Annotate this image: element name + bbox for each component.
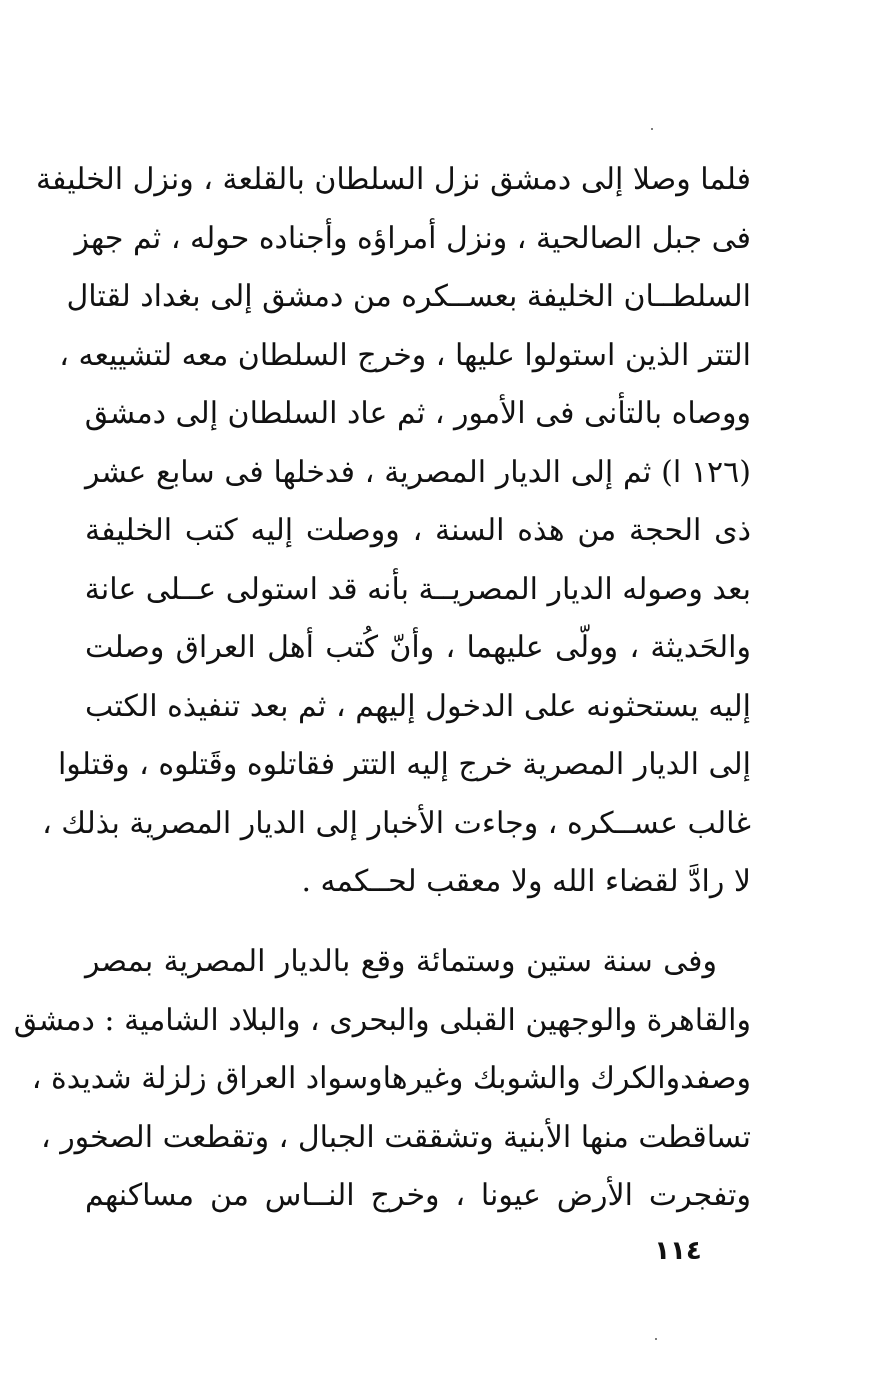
paragraph-1 xyxy=(35,151,751,912)
text-line: ووصاه بالتأنى فى الأمور ، ثم عاد السلطان إلى دمشق xyxy=(84,396,751,431)
text-line: إليه يستحثونه على الدخول إليهم ، ثم بعد تنفيذه الكتب xyxy=(85,688,751,724)
text-line: والحَديثة ، وولّى عليهما ، وأنّ كُتب أهل العراق وصلت xyxy=(85,630,751,665)
text-line: وتفجرت الأرض عيونا ، وخرج النــاس من مساكنهم xyxy=(85,1178,751,1213)
page-speck xyxy=(655,1338,657,1340)
text-line: وفى سنة ستين وستمائة وقع بالديار المصرية بمصر xyxy=(85,944,717,979)
text-line: فلما وصلا إلى دمشق نزل السلطان بالقلعة ، ونزل الخليفة xyxy=(35,162,751,197)
text-line: تساقطت منها الأبنية وتشققت الجبال ، وتقطعت الصخور ، xyxy=(40,1119,751,1155)
text-line: والقاهرة والوجهين القبلى والبحرى ، والبلاد الشامية : دمشق xyxy=(13,1002,751,1038)
text-line: بعد وصوله الديار المصريــة بأنه قد استولى عــلى عانة xyxy=(84,571,751,607)
text-line: (١٢٦ ا) ثم إلى الديار المصرية ، فدخلها فى سابع عشر xyxy=(85,454,751,490)
text-line: ذى الحجة من هذه السنة ، ووصلت إليه كتب الخليفة xyxy=(85,513,751,548)
paragraph-2 xyxy=(13,933,751,1226)
text-line: فى جبل الصالحية ، ونزل أمراؤه وأجناده حوله ، ثم جهز xyxy=(74,220,751,256)
text-line: التتر الذين استولوا عليها ، وخرج السلطان معه لتشييعه ، xyxy=(59,337,751,373)
text-line: غالب عســكره ، وجاءت الأخبار إلى الديار المصرية بذلك ، xyxy=(42,805,751,841)
text-line: لا رادَّ لقضاء الله ولا معقب لحــكمه . xyxy=(301,864,751,899)
text-line: وصفدوالكرك والشوبك وغيرهاوسواد العراق زلزلة شديدة ، xyxy=(31,1061,751,1096)
text-line: السلطــان الخليفة بعســكره من دمشق إلى بغداد لقتال xyxy=(66,279,751,314)
page-number: ١١٤ xyxy=(654,1236,702,1266)
text-line: إلى الديار المصرية خرج إليه التتر فقاتلوه وقَتلوه ، وقتلوا xyxy=(57,747,751,782)
page-speck xyxy=(651,128,653,130)
